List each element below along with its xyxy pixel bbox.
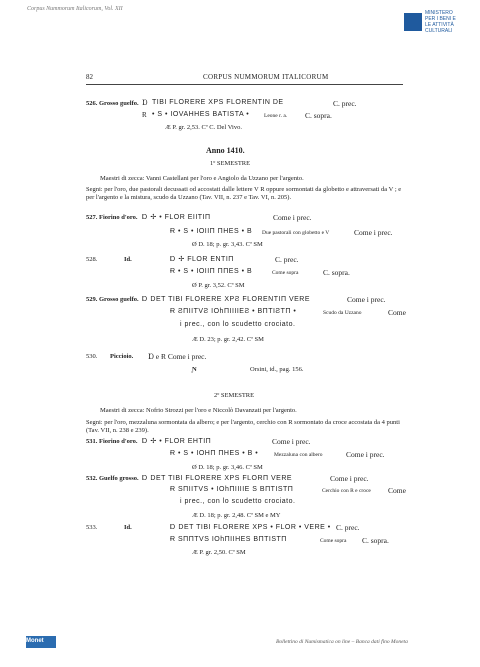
entry-529-label: 529. Grosso guelfo.	[86, 296, 139, 303]
obverse-mark: Ɒ	[142, 99, 148, 107]
entry-533-obverse-ref: C. prec.	[336, 523, 360, 532]
footer-logo-text: Monet	[26, 638, 44, 644]
entry-527-reverse-note: Due pastorali con globetto e V	[262, 230, 330, 236]
entry-531-reverse-ref: Come i prec.	[346, 450, 385, 459]
entry-528-obverse-ref: C. prec.	[275, 255, 299, 264]
footer-caption: Bollettino di Numismatica on line – Banca dati fino Moneta	[276, 639, 408, 645]
entry-532-meta: Æ D. 18; p. gr. 2,48. Cª SM e MY	[192, 512, 281, 519]
entry-533-reverse: Ɍ SΠΠTVS IOhΠIIHES BΠTISTΠ	[170, 536, 287, 543]
entry-526-reverse-note: Leone r. a.	[264, 113, 288, 119]
entry-527-label: 527. Fiorino d'oro.	[86, 214, 138, 221]
section-year: Anno 1410.	[206, 146, 245, 155]
entry-532-obverse-ref: Come i prec.	[330, 474, 369, 483]
entry-529-reverse-note: Scudo da Uzzano	[323, 310, 362, 316]
semester-1-heading: 1º SEMESTRE	[210, 160, 251, 167]
segni-1: Segni: per l'oro, due pastorali decussati od accostati dalle lettere V R oppure sormontati da globetto e attraversati da V ; e per l'argento e la mistura, scudo da Uzzano (Tav. VII, n. 237 e Tav. VI, n. 205).	[86, 186, 402, 201]
header-rule	[86, 84, 403, 85]
entry-527-meta: Ø D. 18; p. gr. 3,43. Cª SM	[192, 241, 263, 248]
reverse-mark: Ɍ	[142, 111, 147, 119]
entry-532-reverse-cont: i prec., con lo scudetto crociato.	[180, 498, 296, 505]
entry-528-reverse-ref: C. sopra.	[323, 268, 350, 277]
page-number: 82	[86, 73, 93, 81]
footer-logo	[26, 636, 56, 648]
entry-529-meta: Æ D. 23; p. gr. 2,42. Cª SM	[192, 336, 264, 343]
entry-532-obverse: Ɒ DET TIBI FLORERE XPS FLORΠ VERE	[142, 475, 293, 482]
logo-line: MINISTERO	[425, 10, 453, 16]
entry-532-reverse-ref: Come	[388, 486, 406, 495]
ministry-logo-icon	[404, 13, 422, 31]
maestri-zecca-2: Maestri di zecca: Nofrio Strozzi per l'oro e Niccolò Davanzati per l'argento.	[100, 407, 297, 414]
entry-531-obverse-ref: Come i prec.	[272, 437, 311, 446]
entry-533-number: 533.	[86, 524, 98, 531]
entry-531-reverse: Ɍ • S • IOHΠ ΠΗES • B •	[170, 450, 259, 457]
header-source: Corpus Nummorum Italicorum, Vol. XII	[27, 6, 123, 12]
entry-533-reverse-ref: C. sopra.	[362, 536, 389, 545]
entry-528-number: 528.	[86, 256, 98, 263]
entry-527-reverse: Ɍ • S • IOIIΠ ΠΗES • B	[170, 228, 253, 235]
entry-528-reverse: Ɍ • S • IOIIΠ ΠΠES • B	[170, 268, 253, 275]
running-title: CORPUS NUMMORUM ITALICORUM	[203, 73, 329, 81]
entry-530-body: Ɒ e Ɍ Come i prec.	[148, 352, 207, 361]
entry-531-obverse: Ɒ ✢ • FLOR EHTIΠ	[142, 438, 212, 445]
entry-530-label: Piccioio.	[110, 353, 134, 360]
entry-529-reverse-cont: i prec., con lo scudetto crociato.	[180, 321, 296, 328]
logo-line: LE ATTIVITÀ	[425, 22, 454, 28]
entry-531-meta: Ø D. 18; p. gr. 3,46. Cª SM	[192, 464, 263, 471]
entry-529-obverse: Ɒ DET TIBI FLORERE XPƧ FLORENTIΠ VERE	[142, 296, 311, 303]
semester-2-heading: 2º SEMESTRE	[214, 392, 255, 399]
entry-531-reverse-note: Mezzaluna con albero	[274, 452, 323, 458]
entry-526-label: 526. Grosso guelfo.	[86, 100, 139, 107]
entry-526-reverse-ref: C. sopra.	[305, 111, 332, 120]
entry-532-label: 532. Guelfo grosso.	[86, 475, 139, 482]
entry-526-obverse-ref: C. prec.	[333, 99, 357, 108]
entry-528-reverse-note: Come sopra	[272, 270, 299, 276]
entry-529-reverse: Ɍ ƧΠIITVƧ IOhΠIIIIEƧ • BΠTIƧTΠ •	[170, 308, 297, 315]
entry-528-obverse: Ɒ ✢ FLOR ENTIΠ	[170, 256, 234, 263]
entry-530-meta: Orsini, id., pag. 156.	[250, 366, 304, 373]
ministry-logo-text	[425, 10, 456, 34]
entry-526-meta: Æ P. gr. 2,53. Cª C. Del Vivo.	[165, 124, 242, 131]
entry-531-label: 531. Fiorino d'oro.	[86, 438, 138, 445]
entry-527-obverse-ref: Come i prec.	[273, 213, 312, 222]
entry-533-meta: Æ P. gr. 2,50. Cª SM	[192, 549, 246, 556]
entry-530-meta-mark: Ɲ	[192, 366, 197, 373]
entry-527-obverse: Ɒ ✢ • FLOR EIITIΠ	[142, 214, 211, 221]
entry-530-number: 530.	[86, 353, 98, 360]
entry-533-obverse: Ɒ DET TIBI FLORERE XPS • FLOR • VERE •	[170, 524, 331, 531]
entry-527-reverse-ref: Come i prec.	[354, 228, 393, 237]
segni-2: Segni: per l'oro, mezzaluna sormontata da albero; e per l'argento, cerchio con R sormontato da croce accostata da 4 punti (Tav. VII, n. 238 e 239).	[86, 419, 400, 434]
entry-529-obverse-ref: Come i prec.	[347, 295, 386, 304]
entry-526-reverse: • S • IOVAHHES BATISTA •	[152, 111, 250, 118]
entry-532-reverse-note: Cerchio con R e croce	[322, 488, 371, 494]
entry-528-label: Id.	[124, 256, 132, 263]
entry-526-obverse: TIBI FLORERE XPS FLORENTIN DE	[152, 99, 284, 106]
entry-529-reverse-ref: Come	[388, 308, 406, 317]
entry-528-meta: Ø P. gr. 3,52. Cª SM	[192, 282, 245, 289]
logo-line: PER I BENI E	[425, 16, 456, 22]
entry-532-reverse: Ɍ SΠIITVS • IOhΠIIIIE S BΠTISTΠ	[170, 486, 294, 493]
maestri-zecca-1: Maestri di zecca: Vanni Castellani per l'oro e Angiolo da Uzzano per l'argento.	[100, 175, 304, 182]
entry-533-reverse-note: Come sopra	[320, 538, 347, 544]
entry-533-label: Id.	[124, 524, 132, 531]
logo-line: CULTURALI	[425, 28, 453, 34]
